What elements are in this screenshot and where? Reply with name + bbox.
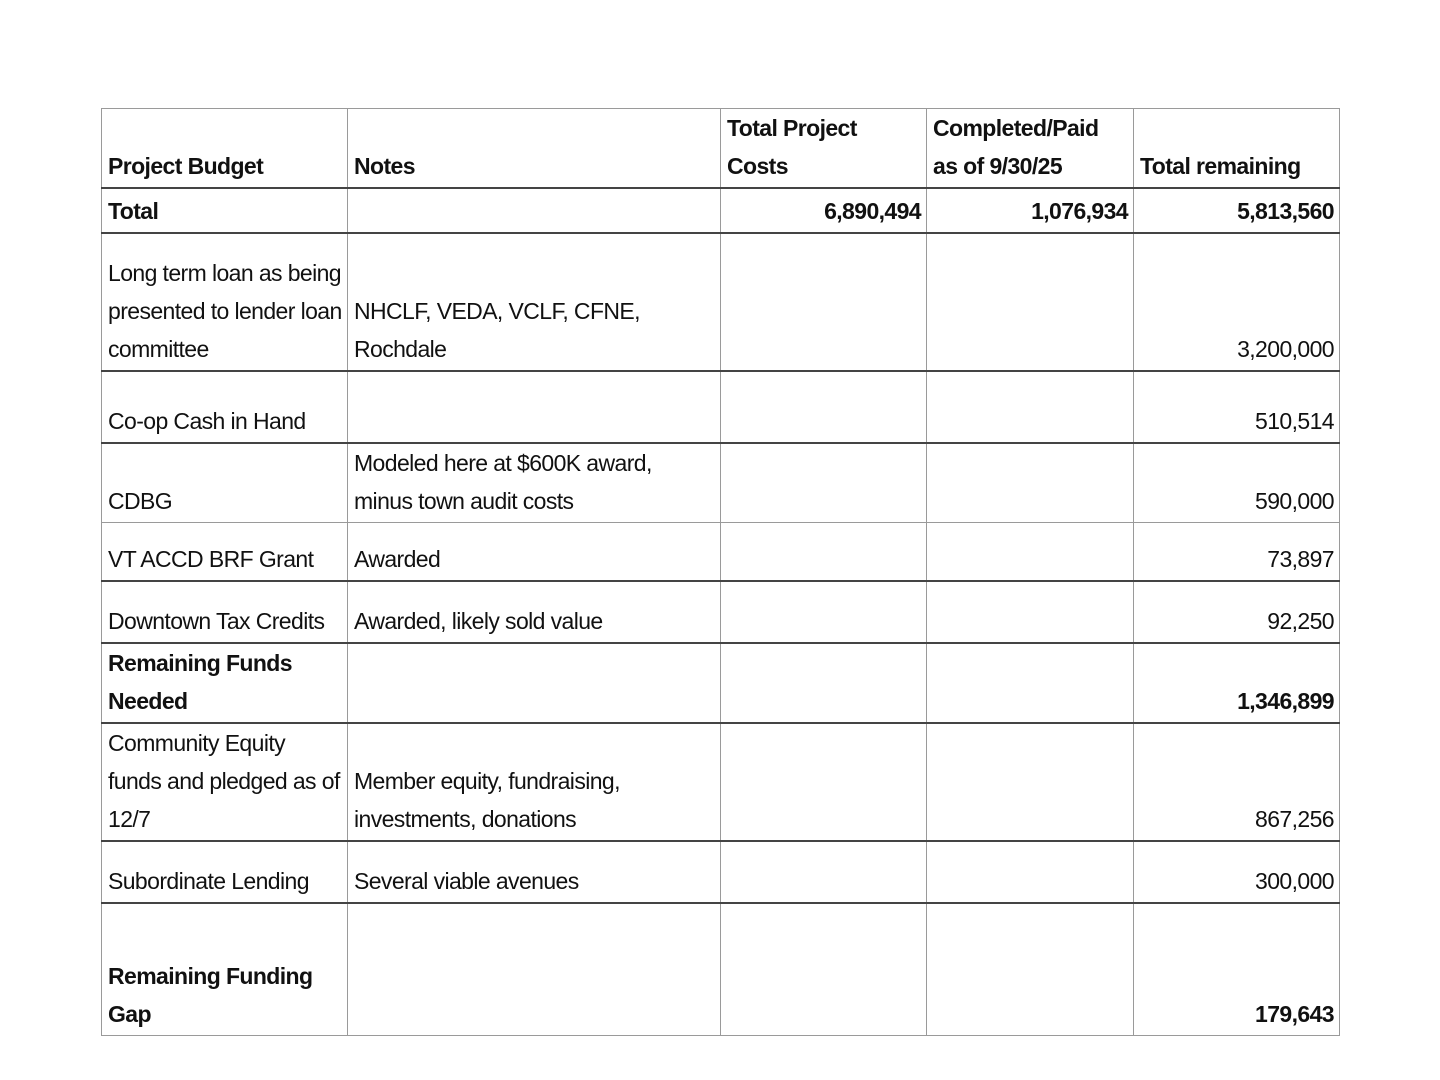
row-total-project-costs <box>721 581 927 643</box>
row-total-remaining: 92,250 <box>1134 581 1340 643</box>
row-notes <box>348 643 721 723</box>
row-remaining-funding-gap <box>102 903 1340 1036</box>
header-completed-paid: Completed/Paid as of 9/30/25 <box>927 109 1134 189</box>
row-completed-paid <box>927 371 1134 443</box>
row-notes <box>348 188 721 233</box>
row-total-project-costs <box>721 723 927 841</box>
row-completed-paid <box>927 233 1134 371</box>
row-total-project-costs <box>721 903 927 1036</box>
row-notes <box>348 371 721 443</box>
row-total-project-costs <box>721 643 927 723</box>
row-total-remaining: 3,200,000 <box>1134 233 1340 371</box>
header-row <box>102 109 1340 189</box>
row-notes: NHCLF, VEDA, VCLF, CFNE, Rochdale <box>348 233 721 371</box>
row-label: Subordinate Lending <box>102 841 348 903</box>
row-total-project-costs <box>721 233 927 371</box>
row-cdbg <box>102 443 1340 523</box>
row-coop-cash <box>102 371 1340 443</box>
project-budget-table <box>101 108 1340 1036</box>
header-project-budget: Project Budget <box>102 109 348 189</box>
row-total-project-costs <box>721 371 927 443</box>
row-total-remaining: 590,000 <box>1134 443 1340 523</box>
row-total-remaining: 300,000 <box>1134 841 1340 903</box>
row-completed-paid <box>927 903 1134 1036</box>
row-completed-paid <box>927 443 1134 523</box>
row-label: Long term loan as being presented to lender loan committee <box>102 233 348 371</box>
row-notes: Awarded, likely sold value <box>348 581 721 643</box>
row-total-remaining: 510,514 <box>1134 371 1340 443</box>
row-total-remaining: 1,346,899 <box>1134 643 1340 723</box>
row-completed-paid: 1,076,934 <box>927 188 1134 233</box>
row-notes: Modeled here at $600K award, minus town audit costs <box>348 443 721 523</box>
row-total-project-costs <box>721 523 927 581</box>
row-completed-paid <box>927 723 1134 841</box>
row-total-project-costs <box>721 443 927 523</box>
row-completed-paid <box>927 643 1134 723</box>
row-downtown-tax-credits <box>102 581 1340 643</box>
header-total-remaining: Total remaining <box>1134 109 1340 189</box>
row-notes: Several viable avenues <box>348 841 721 903</box>
row-notes <box>348 903 721 1036</box>
row-label: Community Equity funds and pledged as of 12/7 <box>102 723 348 841</box>
row-total-remaining: 73,897 <box>1134 523 1340 581</box>
header-notes: Notes <box>348 109 721 189</box>
row-notes: Awarded <box>348 523 721 581</box>
row-total-remaining: 179,643 <box>1134 903 1340 1036</box>
row-label: Downtown Tax Credits <box>102 581 348 643</box>
row-subordinate-lending <box>102 841 1340 903</box>
row-remaining-funds-needed <box>102 643 1340 723</box>
row-long-term-loan <box>102 233 1340 371</box>
row-label: VT ACCD BRF Grant <box>102 523 348 581</box>
row-label: CDBG <box>102 443 348 523</box>
row-label: Remaining Funding Gap <box>102 903 348 1036</box>
row-vt-accd-brf-grant <box>102 523 1340 581</box>
row-total-remaining: 5,813,560 <box>1134 188 1340 233</box>
header-total-project-costs: Total Project Costs <box>721 109 927 189</box>
row-completed-paid <box>927 581 1134 643</box>
row-notes: Member equity, fundraising, investments, donations <box>348 723 721 841</box>
row-label: Co-op Cash in Hand <box>102 371 348 443</box>
row-total-project-costs <box>721 841 927 903</box>
row-completed-paid <box>927 841 1134 903</box>
row-label: Total <box>102 188 348 233</box>
row-total-remaining: 867,256 <box>1134 723 1340 841</box>
row-completed-paid <box>927 523 1134 581</box>
row-label: Remaining Funds Needed <box>102 643 348 723</box>
row-total-project-costs: 6,890,494 <box>721 188 927 233</box>
row-total <box>102 188 1340 233</box>
row-community-equity <box>102 723 1340 841</box>
